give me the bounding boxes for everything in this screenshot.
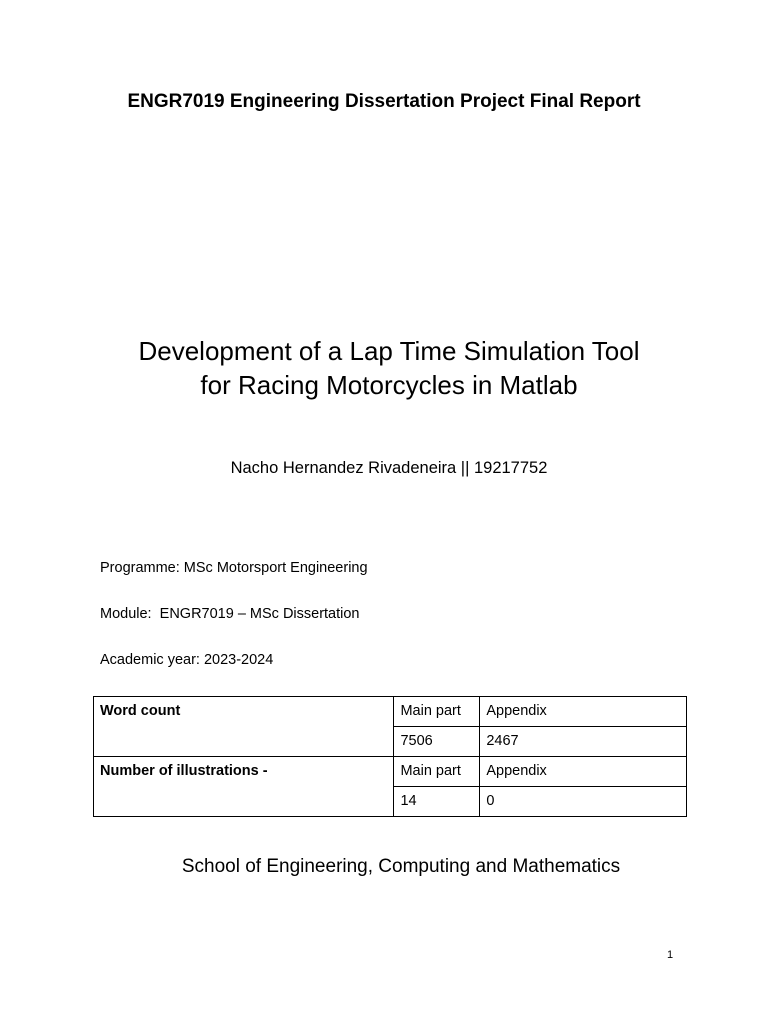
- illustrations-label: Number of illustrations -: [94, 757, 394, 817]
- word-count-main-header: Main part: [394, 697, 480, 727]
- programme-line: Programme: MSc Motorsport Engineering: [100, 560, 368, 576]
- document-title-line-1: Development of a Lap Time Simulation Tool: [138, 336, 640, 366]
- table-row: [94, 757, 687, 787]
- illustrations-appendix-value: 0: [480, 787, 687, 817]
- author-line: Nacho Hernandez Rivadeneira || 19217752: [230, 459, 548, 477]
- table-row: [94, 697, 687, 727]
- counts-table: [93, 696, 687, 817]
- report-heading: ENGR7019 Engineering Dissertation Project Final Report: [127, 91, 641, 112]
- illustrations-appendix-header: Appendix: [480, 757, 687, 787]
- word-count-label: Word count: [94, 697, 394, 757]
- document-title-line-2: for Racing Motorcycles in Matlab: [200, 370, 578, 400]
- illustrations-main-value: 14: [394, 787, 480, 817]
- module-line: Module: ENGR7019 – MSc Dissertation: [100, 606, 360, 622]
- school-name: School of Engineering, Computing and Mathematics: [181, 856, 621, 877]
- word-count-appendix-header: Appendix: [480, 697, 687, 727]
- word-count-main-value: 7506: [394, 727, 480, 757]
- page-number: 1: [667, 949, 674, 961]
- illustrations-main-header: Main part: [394, 757, 480, 787]
- word-count-appendix-value: 2467: [480, 727, 687, 757]
- academic-year-line: Academic year: 2023-2024: [100, 652, 274, 668]
